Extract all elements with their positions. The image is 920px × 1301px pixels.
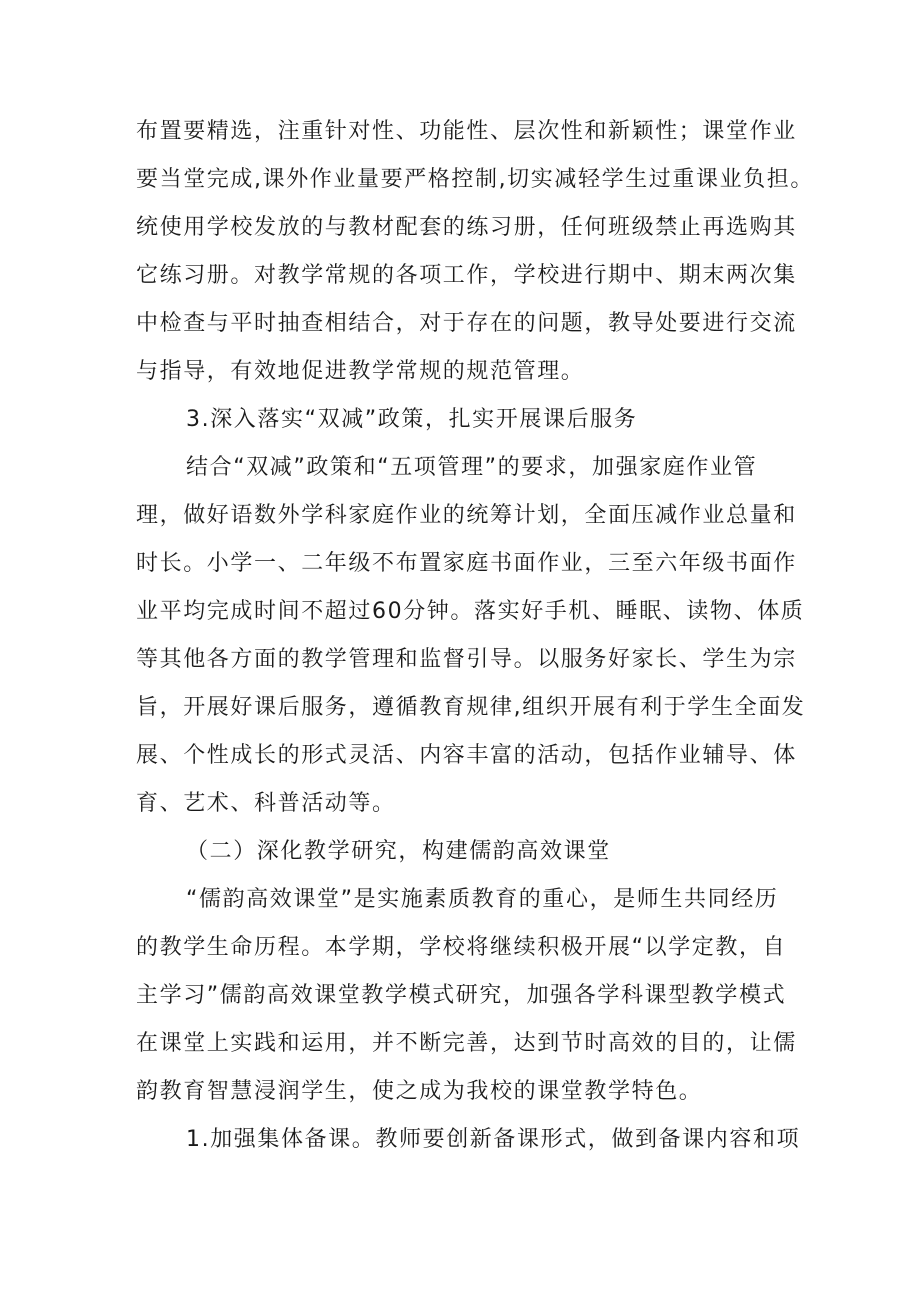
paragraph-line: 中检查与平时抽查相结合，对于存在的问题，教导处要进行交流 [136, 311, 797, 336]
paragraph-line: 育、艺术、科普活动等。 [136, 791, 396, 816]
paragraph-line: 1.加强集体备课。教师要创新备课形式，做到备课内容和项 [186, 1127, 801, 1152]
paragraph-line: 布置要精选，注重针对性、功能性、层次性和新颖性；课堂作业 [136, 119, 797, 144]
paragraph-line: 它练习册。对教学常规的各项工作，学校进行期中、期末两次集 [136, 263, 797, 288]
paragraph-line: 要当堂完成,课外作业量要严格控制,切实减轻学生过重课业负担。 [136, 167, 814, 192]
paragraph-line: 统使用学校发放的与教材配套的练习册，任何班级禁止再选购其 [136, 215, 797, 240]
paragraph-line: 业平均完成时间不超过60分钟。落实好手机、睡眠、读物、体质 [136, 599, 805, 624]
paragraph-line: 与指导，有效地促进教学常规的规范管理。 [136, 359, 585, 384]
paragraph-line: 在课堂上实践和运用，并不断完善，达到节时高效的目的，让儒 [136, 1031, 797, 1056]
paragraph-line: 等其他各方面的教学管理和监督引导。以服务好家长、学生为宗 [136, 647, 797, 672]
paragraph-line: “儒韵高效课堂”是实施素质教育的重心，是师生共同经历 [186, 887, 779, 912]
paragraph-line: 韵教育智慧浸润学生，使之成为我校的课堂教学特色。 [136, 1079, 703, 1104]
paragraph-line: 的教学生命历程。本学期，学校将继续积极开展“以学定教，自 [136, 935, 787, 960]
paragraph-line: 主学习”儒韵高效课堂教学模式研究，加强各学科课型教学模式 [136, 983, 787, 1008]
paragraph-line: 旨，开展好课后服务，遵循教育规律,组织开展有利于学生全面发 [136, 695, 806, 720]
paragraph-line: 结合“双减”政策和“五项管理”的要求，加强家庭作业管 [186, 455, 758, 480]
paragraph-line: 理，做好语数外学科家庭作业的统筹计划，全面压减作业总量和 [136, 503, 797, 528]
subsection-heading: 3.深入落实“双减”政策，扎实开展课后服务 [186, 407, 638, 432]
paragraph-line: 时长。小学一、二年级不布置家庭书面作业，三至六年级书面作 [136, 551, 797, 576]
section-heading: （二）深化教学研究，构建儒韵高效课堂 [186, 839, 611, 864]
paragraph-line: 展、个性成长的形式灵活、内容丰富的活动，包括作业辅导、体 [136, 743, 797, 768]
